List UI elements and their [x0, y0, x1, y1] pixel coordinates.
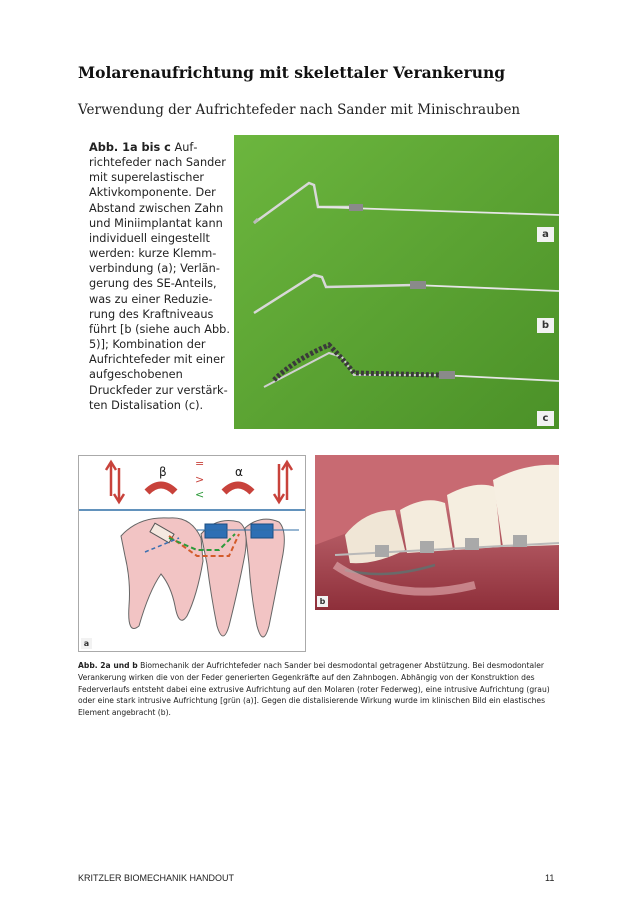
figure2-caption-text: Biomechanik der Aufrichtefeder nach Sander bei desmodontal getragener Abstützung. Bei desmodontaler Verankerung wirken die von der Feder generierten Gegenkräfte auf den Zahnbogen. Abhängig von der Konstruktion des Federverlaufs entsteht dabei eine extrusive Aufrichtung auf den Molaren (roter Federweg), eine intrusive Aufrichtung (grau) oder eine stark intrusive Aufrichtung [grün (a)]. Gegen die distalisierende Wirkung wurde im klinischen Bild ein elastisches Element angebracht (b).: [78, 661, 550, 718]
figure1-caption-label: Abb. 1a bis c: [89, 141, 171, 154]
spring-wires-graphic: [234, 135, 559, 429]
figure1-caption-text: Aufrichtefeder nach Sander mit superelastischer Aktivkomponente. Der Abstand zwischen Zahn und Miniimplantat kann individuell eingestellt werden: kurze Klemmverbindung (a); Verlängerung des SE-Anteils, was zu einer Reduzierung des Kraftniveaus führt [b (siehe auch Abb. 5)]; Kombination der Aufrichtefeder mit einer aufgeschobenen Druckfeder zur verstärkten Distalisation (c).: [89, 141, 230, 412]
equal-symbol: =: [195, 457, 205, 470]
page-subtitle: Verwendung der Aufrichtefeder nach Sander mit Minischrauben: [78, 102, 521, 118]
footer-title: KRITZLER BIOMECHANIK HANDOUT: [78, 873, 235, 883]
photo-tag-b: b: [537, 318, 554, 333]
page-number: 11: [545, 873, 555, 883]
figure2-caption-label: Abb. 2a und b: [78, 661, 138, 670]
greater-symbol: >: [195, 473, 205, 486]
biomechanics-diagram: [78, 455, 306, 652]
clinical-photo: [315, 455, 559, 610]
figure1-caption: [89, 140, 231, 413]
figure2-caption: [78, 660, 560, 719]
alpha-symbol: α: [235, 465, 243, 479]
spring-photo: [234, 135, 559, 429]
page-title: Molarenaufrichtung mit skelettaler Verankerung: [78, 63, 506, 82]
less-symbol: <: [195, 488, 205, 501]
photo-tag-c: c: [537, 411, 554, 426]
diagram-tag-a: a: [81, 638, 92, 649]
beta-symbol: β: [159, 465, 167, 479]
photo2-tag-b: b: [317, 596, 328, 607]
photo-tag-a: a: [537, 227, 554, 242]
tooth-diagram-graphic: [79, 456, 305, 651]
clinical-mouth-graphic: [315, 455, 559, 610]
